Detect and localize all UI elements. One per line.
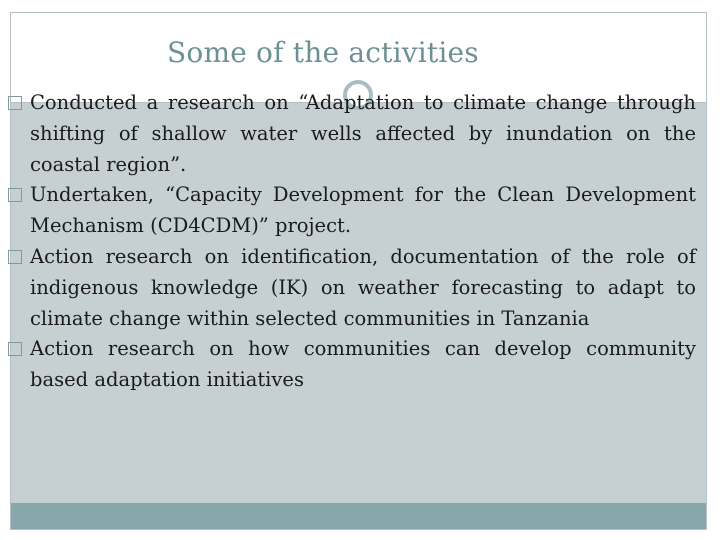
bullet-text: Action research on identification, documentation of the role of indigenous knowledge (IK) on weather forecasting to adapt to climate change within selected communities in Tanzania (30, 244, 696, 330)
slide-title: Some of the activities (167, 36, 479, 69)
bullet-item (8, 180, 696, 242)
square-bullet-icon (8, 96, 22, 110)
bullet-item (8, 88, 696, 180)
square-bullet-icon (8, 250, 22, 264)
square-bullet-icon (8, 342, 22, 356)
bullet-text: Action research on how communities can develop community based adaptation initiatives (30, 337, 696, 392)
bullet-item (8, 242, 696, 334)
square-bullet-icon (8, 188, 22, 202)
footer-bar (11, 503, 706, 529)
bullet-text: Conducted a research on “Adaptation to climate change through shifting of shallow water wells affected by inundation on the coastal region”. (30, 91, 696, 176)
bullet-text: Undertaken, “Capacity Development for the Clean Development Mechanism (CD4CDM)” project. (30, 183, 696, 238)
bullet-list (8, 88, 696, 396)
bullet-item (8, 334, 696, 396)
